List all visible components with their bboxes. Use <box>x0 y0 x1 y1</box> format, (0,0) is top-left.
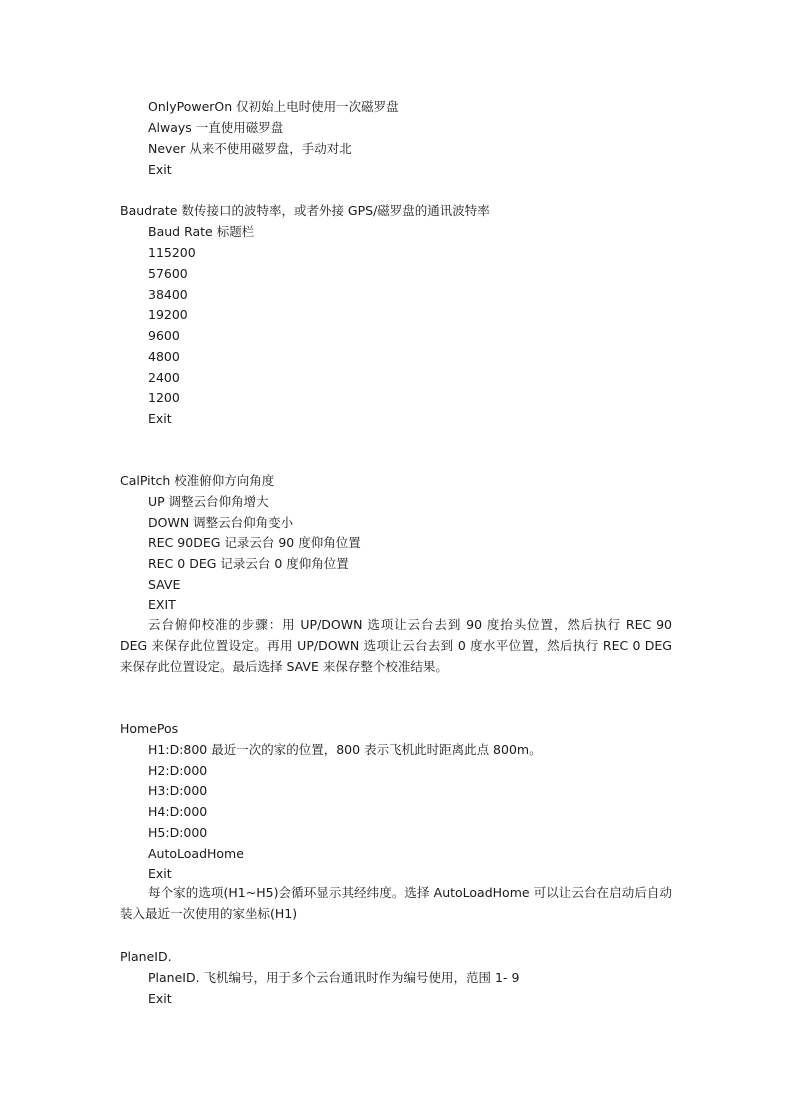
homepos-item: H5:D:000 <box>148 825 208 840</box>
homepos-item: H4:D:000 <box>148 804 208 819</box>
homepos-item: H1:D:800 最近一次的家的位置，800 表示飞机此时距离此点 800m。 <box>148 742 542 757</box>
homepos-note: 每个家的选项(H1~H5)会循环显示其经纬度。选择 AutoLoadHome 可以让云台在启动后自动装入最近一次使用的家坐标(H1) <box>120 885 672 921</box>
compass-option-exit: Exit <box>148 162 172 177</box>
baudrate-item: 2400 <box>148 370 180 385</box>
calpitch-heading: CalPitch 校准俯仰方向角度 <box>120 473 275 488</box>
baudrate-item: 4800 <box>148 349 180 364</box>
baudrate-item: 9600 <box>148 328 180 343</box>
calpitch-item: UP 调整云台仰角增大 <box>148 494 269 509</box>
compass-option-never: Never 从来不使用磁罗盘，手动对北 <box>148 141 352 156</box>
homepos-item: AutoLoadHome <box>148 846 244 861</box>
calpitch-item: EXIT <box>148 597 176 612</box>
baudrate-item: 57600 <box>148 266 188 281</box>
calpitch-item: REC 0 DEG 记录云台 0 度仰角位置 <box>148 556 349 571</box>
baudrate-item: 38400 <box>148 287 188 302</box>
baudrate-heading: Baudrate 数传接口的波特率，或者外接 GPS/磁罗盘的通讯波特率 <box>120 203 490 218</box>
baudrate-item: 115200 <box>148 245 196 260</box>
calpitch-item: REC 90DEG 记录云台 90 度仰角位置 <box>148 535 361 550</box>
planeid-item: PlaneID. 飞机编号，用于多个云台通讯时作为编号使用，范围 1- 9 <box>148 970 520 985</box>
compass-option-always: Always 一直使用磁罗盘 <box>148 120 284 135</box>
calpitch-item: SAVE <box>148 577 181 592</box>
baudrate-item: Baud Rate 标题栏 <box>148 224 255 239</box>
homepos-item: H2:D:000 <box>148 763 208 778</box>
baudrate-item: Exit <box>148 411 172 426</box>
planeid-heading: PlaneID. <box>120 949 172 964</box>
homepos-item: Exit <box>148 866 172 881</box>
compass-option-onlypoweron: OnlyPowerOn 仅初始上电时使用一次磁罗盘 <box>148 99 399 114</box>
baudrate-item: 19200 <box>148 307 188 322</box>
homepos-item: H3:D:000 <box>148 783 208 798</box>
homepos-heading: HomePos <box>120 721 179 736</box>
planeid-item: Exit <box>148 991 172 1006</box>
calpitch-note: 云台俯仰校准的步骤：用 UP/DOWN 选项让云台去到 90 度抬头位置，然后执行 REC 90 DEG 来保存此位置设定。再用 UP/DOWN 选项让云台去到 0 度水平位置，然后执行 REC 0 DEG 来保存此位置设定。最后选择 SAVE 来保存整个校准结果。 <box>120 617 672 674</box>
calpitch-item: DOWN 调整云台仰角变小 <box>148 515 294 530</box>
baudrate-item: 1200 <box>148 390 180 405</box>
